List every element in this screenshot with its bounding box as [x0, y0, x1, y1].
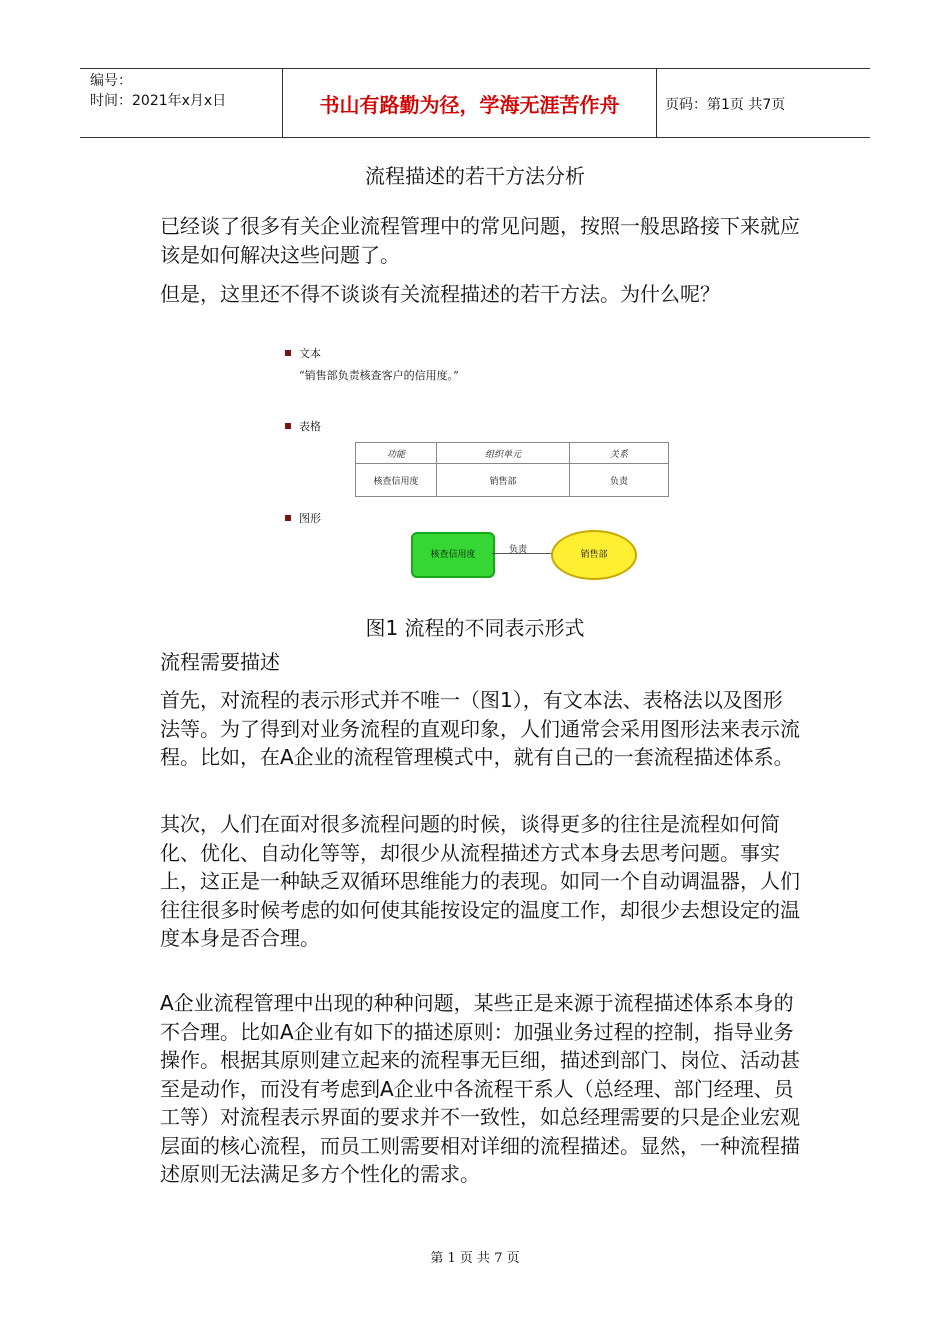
- number-label: 编号：: [90, 73, 132, 89]
- page-title: 流程描述的若干方法分析: [365, 164, 585, 188]
- process-node-box: 核查信用度: [411, 532, 495, 578]
- body-paragraph-1: 首先，对流程的表示形式并不唯一（图1），有文本法、表格法以及图形法等。为了得到对业务流程的直观印象，人们通常会采用图形法来表示流程。比如，在A企业的流程管理模式中，就有自己的一套流程描述体系。: [160, 688, 800, 769]
- bullet-icon: [285, 515, 291, 521]
- figure-caption: 图1 流程的不同表示形式: [365, 616, 585, 640]
- table-header-cell: 功能: [356, 443, 437, 464]
- header-table: [80, 68, 870, 138]
- connector-label: 负责: [509, 545, 528, 555]
- bullet-icon: [285, 423, 291, 429]
- time-label: 时间：2021年x月x日: [90, 93, 227, 109]
- body-paragraph-2: 其次，人们在面对很多流程问题的时候，谈得更多的往往是流程如何简化、优化、自动化等等，却很少从流程描述方式本身去思考问题。事实上，这正是一种缺乏双循环思维能力的表现。如同一个自动调温器，人们往往很多时候考虑的如何使其能按设定的温度工作，却很少去想设定的温度本身是否合理。: [160, 812, 800, 950]
- org-unit-ellipse: 销售部: [551, 530, 637, 580]
- body-paragraph-3: A企业流程管理中出现的种种问题，某些正是来源于流程描述体系本身的不合理。比如A企业有如下的描述原则：加强业务过程的控制，指导业务操作。根据其原则建立起来的流程事无巨细，描述到部门、岗位、活动甚至是动作，而没有考虑到A企业中各流程干系人（总经理、部门经理、员工等）对流程表示界面的要求并不一致性，如总经理需要的只是企业宏观层面的核心流程，而员工则需要相对详细的流程描述。显然，一种流程描述原则无法满足多方个性化的需求。: [160, 991, 800, 1186]
- figure-text-example: “销售部负责核查客户的信用度。”: [299, 369, 459, 382]
- header-meta-cell: [80, 69, 283, 137]
- section-heading: 流程需要描述: [160, 650, 280, 674]
- intro-paragraph-1: 已经谈了很多有关企业流程管理中的常见问题，按照一般思路接下来就应该是如何解决这些问题了。: [160, 214, 800, 267]
- intro-paragraph-2: 但是，这里还不得不谈谈有关流程描述的若干方法。为什么呢？: [160, 282, 720, 306]
- motto: 书山有路勤为径，学海无涯苦作舟: [319, 93, 620, 117]
- table-header-cell: 组织单元: [437, 443, 570, 464]
- table-cell: 核查信用度: [356, 464, 437, 497]
- header-page-cell: [657, 69, 870, 137]
- page-footer: 第 1 页 共 7 页: [430, 1251, 520, 1266]
- figure-table-label: 表格: [299, 420, 321, 433]
- figure-graphic-label: 图形: [299, 512, 321, 525]
- header-motto-cell: [283, 69, 657, 137]
- figure-table: [355, 442, 669, 497]
- figure-text-label: 文本: [299, 347, 321, 360]
- page-info: 页码：第1页 共7页: [665, 97, 786, 113]
- table-cell: 负责: [570, 464, 669, 497]
- table-header-cell: 关系: [570, 443, 669, 464]
- bullet-icon: [285, 350, 291, 356]
- figure-process-forms: [273, 340, 675, 580]
- table-cell: 销售部: [437, 464, 570, 497]
